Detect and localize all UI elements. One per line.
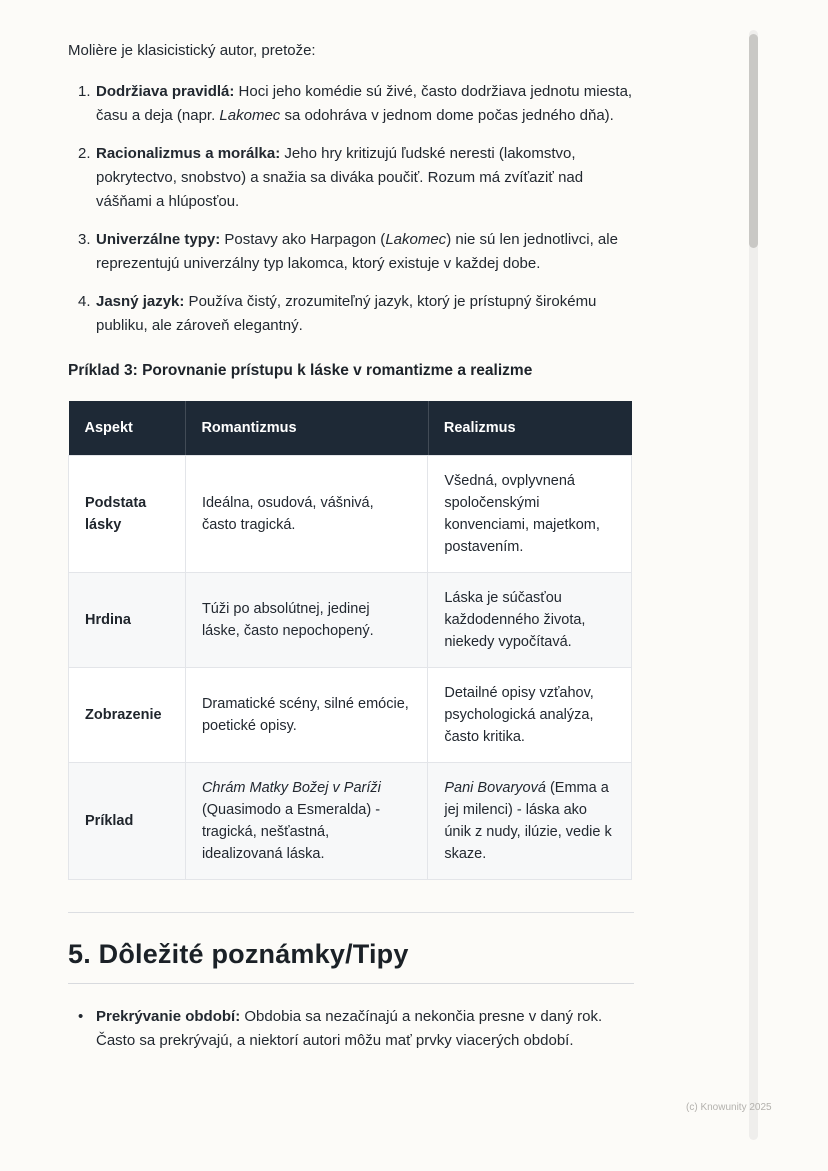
header-cell-romantizmus: Romantizmus (185, 401, 427, 456)
cell-aspekt: Príklad (69, 762, 186, 879)
cell-realizmus (428, 667, 632, 762)
list-item-text (96, 231, 618, 272)
heading-underline (68, 983, 634, 984)
list-marker: 4. (78, 292, 91, 310)
list-item-part: Postavy ako Harpagon ( (220, 230, 386, 248)
list-item-part: Používa čistý, zrozumiteľný jazyk, ktorý je prístupný širokému publiku, ale zároveň elegantný. (96, 292, 597, 334)
list-item-text (96, 145, 583, 210)
cell-romantizmus (185, 762, 427, 879)
list-item-text (96, 83, 632, 124)
table-row-hrdina (69, 572, 632, 667)
intro-paragraph: Molière je klasicistický autor, pretože: (68, 42, 316, 59)
cell-romantizmus (185, 667, 427, 762)
cell-aspekt: Podstata lásky (69, 455, 186, 572)
cell-romantizmus (185, 455, 427, 572)
table-row-podstata-lasky (69, 455, 632, 572)
notes-list (68, 1005, 634, 1053)
list-item-text (96, 293, 596, 334)
document-content (68, 40, 634, 1067)
cell-text: Všedná, ovplyvnená spoločenskými konvenciami, majetkom, postavením. (444, 472, 600, 555)
list-item-1 (78, 80, 634, 128)
header-cell-aspekt: Aspekt (69, 401, 186, 456)
cell-italic: Pani Bovaryová (444, 779, 546, 796)
cell-text: Ideálna, osudová, vášnivá, často tragická. (201, 494, 374, 533)
list-marker: 1. (78, 82, 91, 100)
list-item-italic: Lakomec (219, 106, 281, 124)
section-divider (68, 912, 634, 913)
list-item-label: Racionalizmus a morálka: (96, 144, 281, 162)
comparison-table (68, 401, 632, 880)
list-item-part: Jeho hry kritizujú ľudské neresti (lakomstvo, pokrytectvo, snobstvo) a snažia sa diváka poučiť. Rozum má zvíťaziť nad vášňami a hlúposťou. (96, 144, 584, 210)
list-item-label: Dodržiava pravidlá: (96, 82, 235, 100)
list-item-3 (78, 228, 634, 276)
note-item (78, 1005, 634, 1053)
cell-italic: Chrám Matky Božej v Paríži (201, 779, 381, 796)
cell-aspekt: Zobrazenie (69, 667, 186, 762)
list-item-italic: Lakomec (385, 230, 447, 248)
cell-realizmus (428, 455, 632, 572)
cell-text: Láska je súčasťou každodenného života, niekedy vypočítavá. (444, 589, 586, 650)
cell-realizmus (428, 572, 632, 667)
watermark: (c) Knowunity 2025 (686, 1102, 772, 1113)
list-item-part: sa odohráva v jednom dome počas jedného dňa). (280, 106, 614, 124)
list-item-label: Jasný jazyk: (96, 292, 185, 310)
cell-realizmus (428, 762, 632, 879)
example-heading: Príklad 3: Porovnanie prístupu k láske v romantizme a realizme (68, 361, 533, 379)
list-item-part: Hoci jeho komédie sú živé, často dodržiava jednotu miesta, času a deja (napr. (96, 82, 633, 124)
cell-text: Túži po absolútnej, jedinej láske, často nepochopený. (201, 600, 374, 639)
list-marker: 3. (78, 230, 91, 248)
section-heading: 5. Dôležité poznámky/Tipy (68, 938, 409, 969)
table-row-zobrazenie (69, 667, 632, 762)
list-marker: 2. (78, 144, 91, 162)
cell-text: Dramatické scény, silné emócie, poetické opisy. (201, 695, 409, 734)
note-body: Obdobia sa nezačínajú a nekončia presne v daný rok. Často sa prekrývajú, a niektorí autori môžu mať prvky viacerých období. (96, 1007, 603, 1049)
list-item-4 (78, 290, 634, 338)
header-cell-realizmus: Realizmus (428, 401, 632, 456)
table-header-row (69, 401, 632, 456)
list-item-part: ) nie sú len jednotlivci, ale reprezentujú univerzálny typ lakomca, ktorý existuje v každej dobe. (96, 230, 618, 272)
cell-romantizmus (185, 572, 427, 667)
note-text (96, 1008, 602, 1049)
cell-aspekt: Hrdina (69, 572, 186, 667)
cell-text: Detailné opisy vzťahov, psychologická analýza, často kritika. (444, 684, 594, 745)
numbered-list (68, 80, 634, 338)
table-row-priklad (69, 762, 632, 879)
cell-text: (Quasimodo a Esmeralda) - tragická, nešťastná, idealizovaná láska. (201, 801, 381, 862)
list-item-label: Univerzálne typy: (96, 230, 221, 248)
cell-text: (Emma a jej milenci) - láska ako únik z nudy, ilúzie, vedie k skaze. (444, 779, 612, 862)
note-label: Prekrývanie období: (96, 1007, 241, 1025)
bullet-marker: • (78, 1007, 84, 1025)
list-item-2 (78, 142, 634, 214)
scrollbar-thumb[interactable] (749, 34, 758, 248)
